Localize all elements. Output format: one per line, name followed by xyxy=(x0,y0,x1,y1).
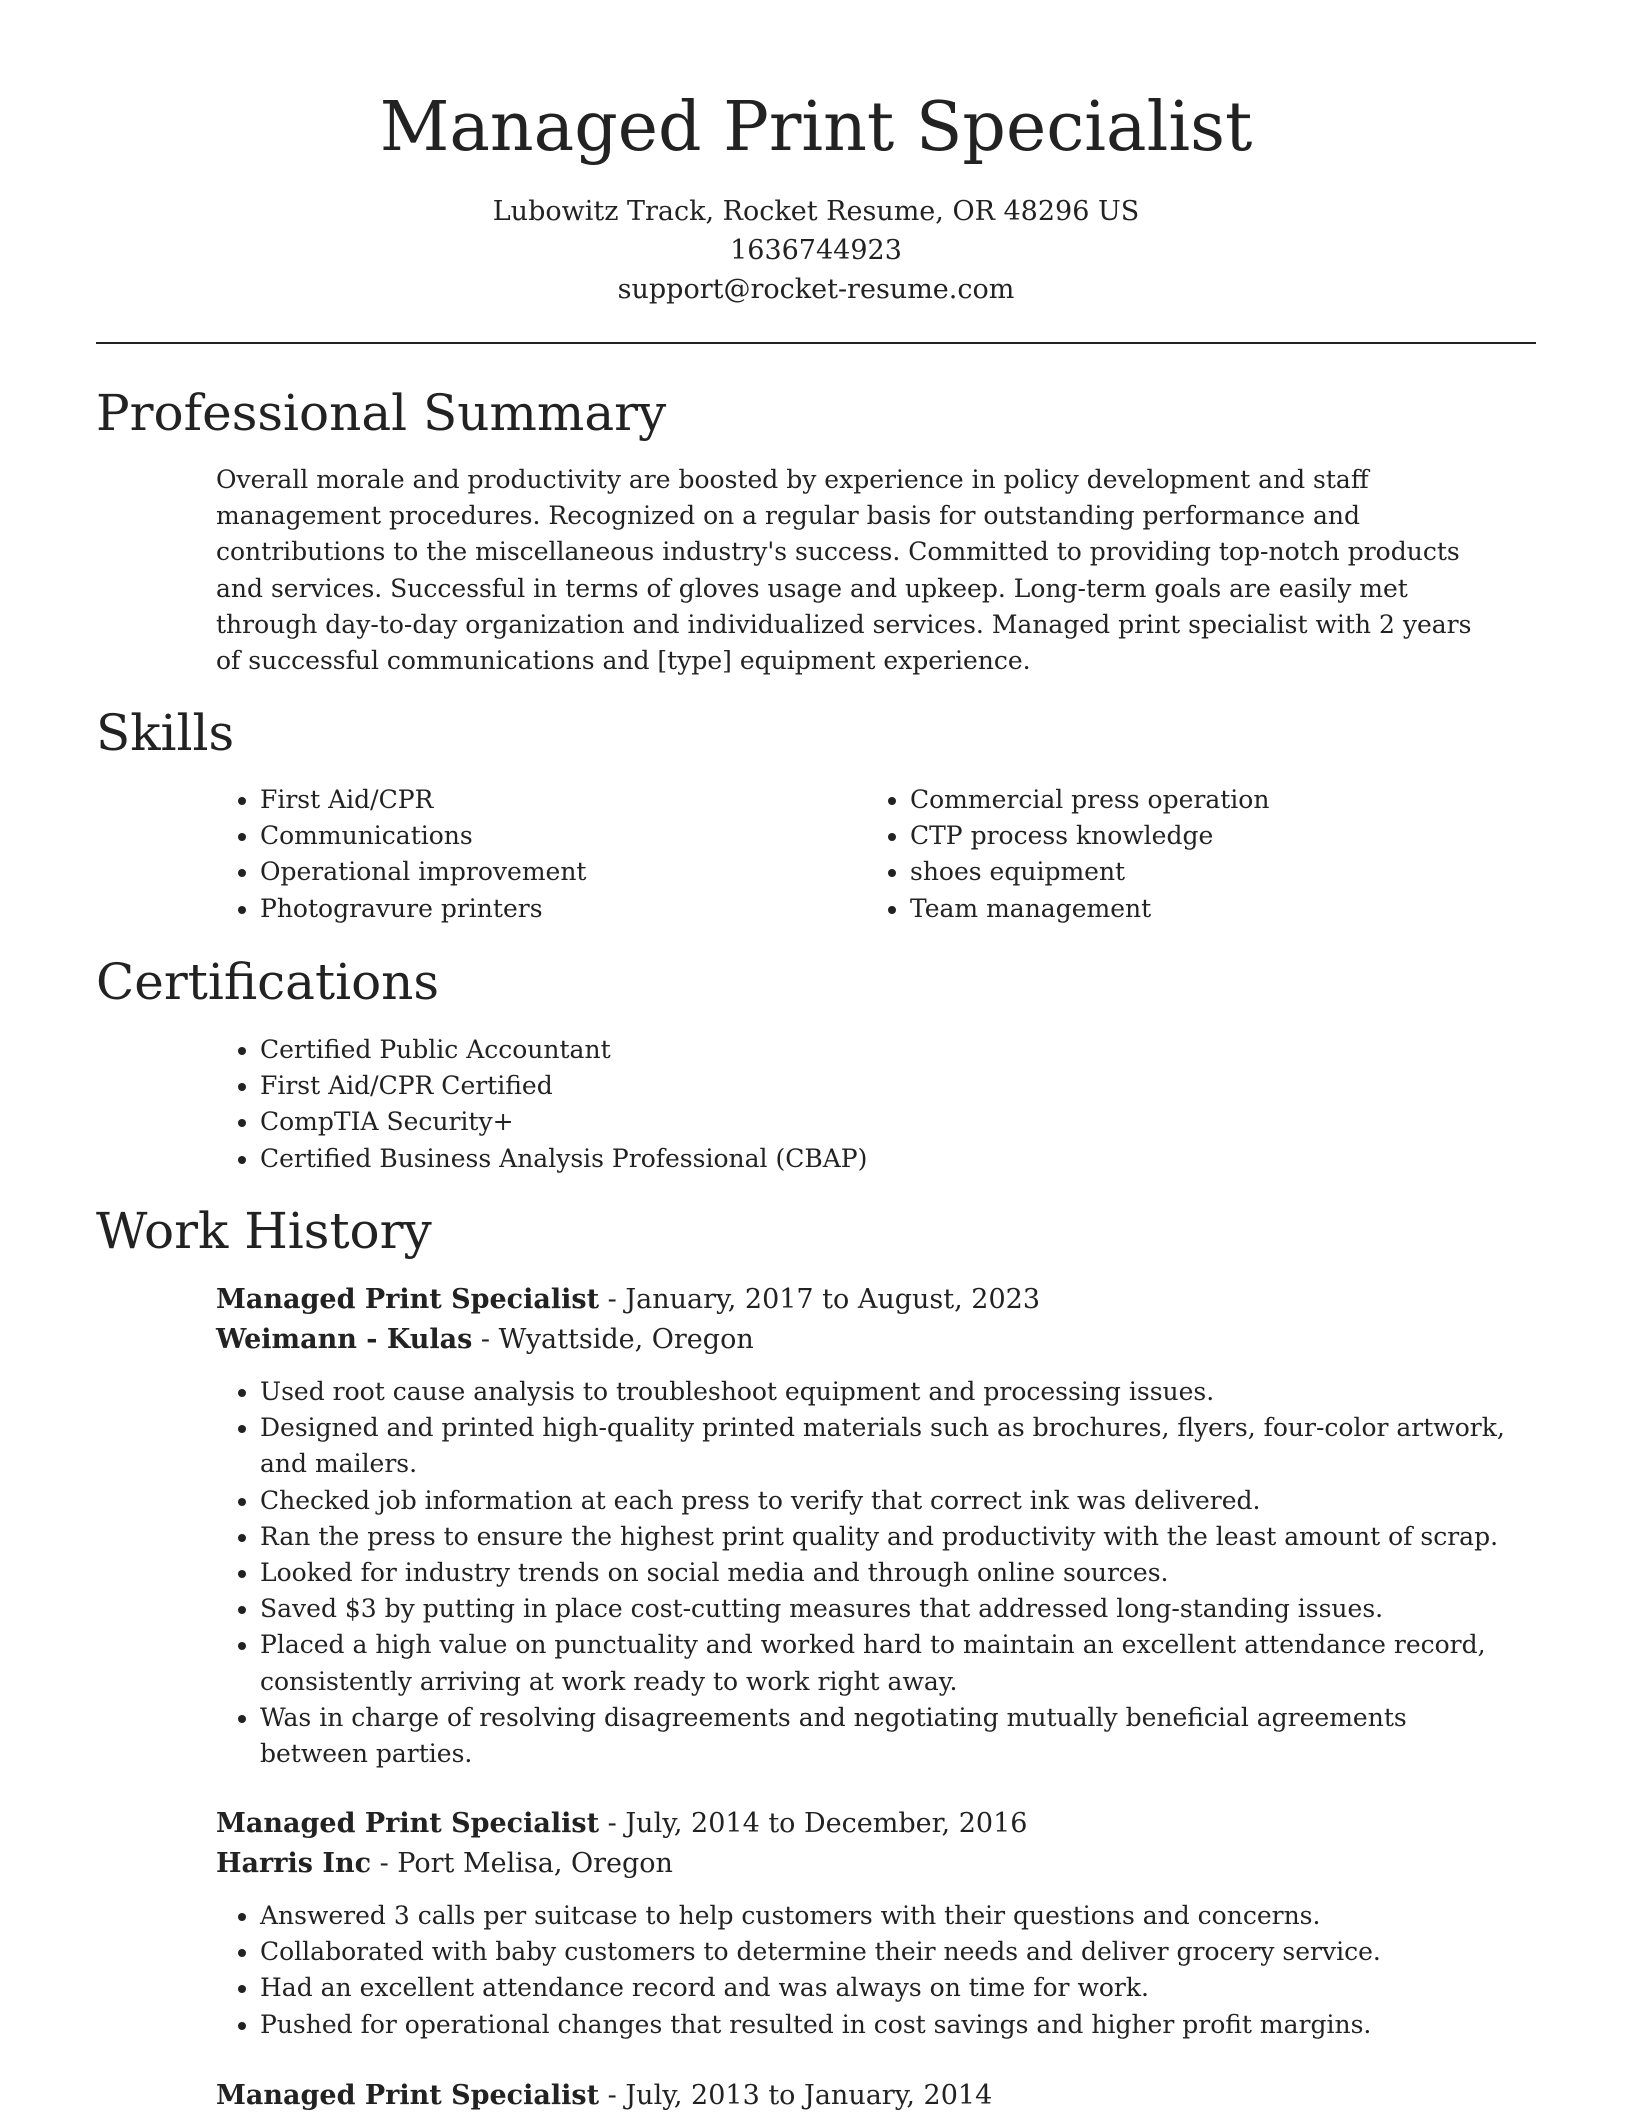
job-title: Managed Print Specialist xyxy=(216,2080,600,2111)
job-bullets xyxy=(216,1374,1520,1772)
job-bullet: • Pushed for operational changes that resulted in cost savings and higher profit margins. xyxy=(260,2007,1520,2043)
contact-email: support@rocket-resume.com xyxy=(617,274,1015,305)
job-bullet: • Had an excellent attendance record and was always on time for work. xyxy=(260,1970,1520,2006)
skills-list-right xyxy=(866,782,1470,927)
job-bullet: • Placed a high value on punctuality and worked hard to maintain an excellent attendance record, consistently arriving at work ready to work right away. xyxy=(260,1627,1520,1699)
job-bullet: • Looked for industry trends on social media and through online sources. xyxy=(260,1555,1520,1591)
skill-item: • Commercial press operation xyxy=(910,782,1470,818)
certification-item: • Certified Public Accountant xyxy=(260,1032,1520,1068)
certification-item: • Certified Business Analysis Professional (CBAP) xyxy=(260,1141,1520,1177)
skills-list-left xyxy=(216,782,820,927)
job-bullet: • Checked job information at each press to verify that correct ink was delivered. xyxy=(260,1483,1520,1519)
contact-address: Lubowitz Track, Rocket Resume, OR 48296 US xyxy=(492,196,1140,227)
job-bullet: • Was in charge of resolving disagreements and negotiating mutually beneficial agreements between parties. xyxy=(260,1700,1520,1772)
skill-item: • Operational improvement xyxy=(260,854,820,890)
job-location: - Wyattside, Oregon xyxy=(472,1324,754,1355)
certifications-heading: Certifications xyxy=(96,953,440,1011)
work-history-heading: Work History xyxy=(96,1202,432,1260)
certification-item: • First Aid/CPR Certified xyxy=(260,1068,1520,1104)
job-bullet: • Used root cause analysis to troubleshoot equipment and processing issues. xyxy=(260,1374,1520,1410)
skill-item: • CTP process knowledge xyxy=(910,818,1470,854)
certifications-list xyxy=(216,1032,1520,1177)
skill-item: • Photogravure printers xyxy=(260,891,820,927)
candidate-name: Managed Print Specialist xyxy=(379,88,1253,167)
summary-text: Overall morale and productivity are boosted by experience in policy development and staff management procedures. Recognized on a regular basis for outstanding performance and contributions to the miscellaneous industry's success. Committed to providing top-notch products and services. Successful in terms of gloves usage and upkeep. Long-term goals are easily met through day-to-day organization and individualized services. Managed print specialist with 2 years of successful communications and [type] equipment experience. xyxy=(216,465,1472,676)
job-bullet: • Collaborated with baby customers to determine their needs and deliver grocery service. xyxy=(260,1934,1520,1970)
job-bullet: • Designed and printed high-quality printed materials such as brochures, flyers, four-color artwork, and mailers. xyxy=(260,1410,1520,1482)
job-title: Managed Print Specialist xyxy=(216,1284,600,1315)
resume-header xyxy=(0,78,1632,309)
job-company: Harris Inc xyxy=(216,1848,372,1879)
skill-item: • First Aid/CPR xyxy=(260,782,820,818)
skills-heading: Skills xyxy=(96,704,235,762)
summary-heading: Professional Summary xyxy=(96,384,667,442)
skill-item: • Communications xyxy=(260,818,820,854)
job-location: - Port Melisa, Oregon xyxy=(371,1848,673,1879)
job-heading xyxy=(216,2076,992,2116)
job-dates: - July, 2013 to January, 2014 xyxy=(599,2080,993,2111)
job-bullet: • Ran the press to ensure the highest print quality and productivity with the least amount of scrap. xyxy=(260,1519,1520,1555)
contact-phone: 1636744923 xyxy=(730,235,902,266)
job-heading xyxy=(216,1280,1040,1320)
job-bullet: • Saved $3 by putting in place cost-cutting measures that addressed long-standing issues. xyxy=(260,1591,1520,1627)
job-dates: - July, 2014 to December, 2016 xyxy=(599,1808,1028,1839)
job-bullet: • Answered 3 calls per suitcase to help customers with their questions and concerns. xyxy=(260,1898,1520,1934)
job-company: Weimann - Kulas xyxy=(216,1324,473,1355)
certification-item: • CompTIA Security+ xyxy=(260,1104,1520,1140)
job-employer xyxy=(216,1320,754,1360)
job-employer xyxy=(216,1844,673,1884)
job-bullets xyxy=(216,1898,1520,2043)
skill-item: • shoes equipment xyxy=(910,854,1470,890)
job-heading xyxy=(216,1804,1027,1844)
job-dates: - January, 2017 to August, 2023 xyxy=(599,1284,1041,1315)
header-divider xyxy=(96,342,1536,344)
job-title: Managed Print Specialist xyxy=(216,1808,600,1839)
skill-item: • Team management xyxy=(910,891,1470,927)
